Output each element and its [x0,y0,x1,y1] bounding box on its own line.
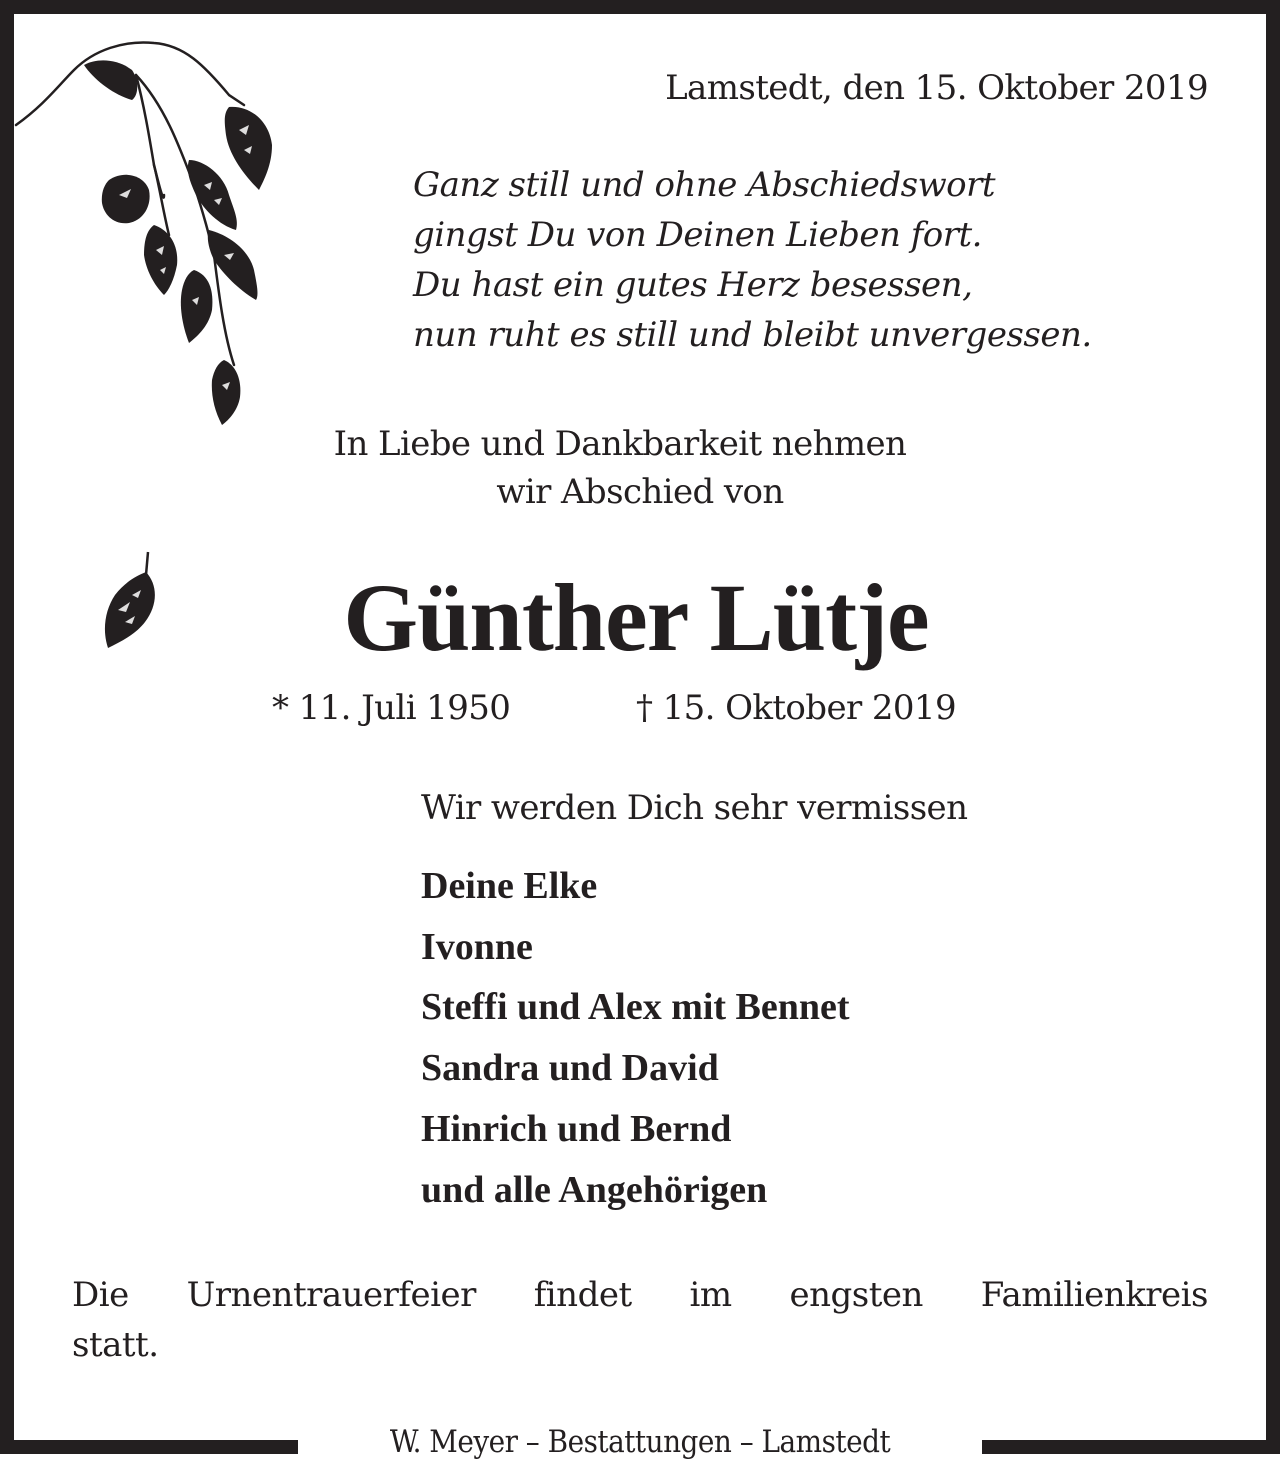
deceased-name-text: Günther Lütje [343,564,929,671]
mourners-list [421,856,850,1220]
mourner: Hinrich und Bernd [421,1107,732,1150]
farewell-line: Wir werden Dich sehr vermissen [421,788,968,828]
poem-line: Ganz still und ohne Abschiedswort [413,165,996,205]
birth-date: * 11. Juli 1950 [272,688,511,728]
deceased-name [0,564,1280,671]
mourner: Deine Elke [421,865,598,907]
ceremony-note-line: Die Urnentrauerfeier findet im engsten Familienkreis [72,1275,1208,1315]
poem-line: Du hast ein gutes Herz besessen, [413,265,973,305]
mourner: Steffi und Alex mit Bennet [421,986,850,1029]
place-and-date: Lamstedt, den 15. Oktober 2019 [665,68,1208,108]
ceremony-note [72,1270,1208,1370]
poem-line: gingst Du von Deinen Lieben fort. [413,215,982,255]
mourner: Sandra und David [421,1047,719,1090]
intro-line: wir Abschied von [496,472,784,512]
farewell-intro [0,420,1280,516]
birch-branch-illustration-icon [14,25,284,435]
mourner: Ivonne [421,925,533,968]
funeral-home-signature: W. Meyer – Bestattungen – Lamstedt [298,1420,982,1464]
memorial-poem [413,160,1092,360]
intro-line: In Liebe und Dankbarkeit nehmen [333,424,907,464]
bottom-border-right [982,1440,1280,1454]
bottom-border-left [0,1440,298,1454]
poem-line: nun ruht es still und bleibt unvergessen. [413,315,1092,355]
mourner: und alle Angehörigen [421,1168,768,1211]
ceremony-note-line: statt. [72,1325,159,1365]
death-date: † 15. Oktober 2019 [636,688,956,728]
